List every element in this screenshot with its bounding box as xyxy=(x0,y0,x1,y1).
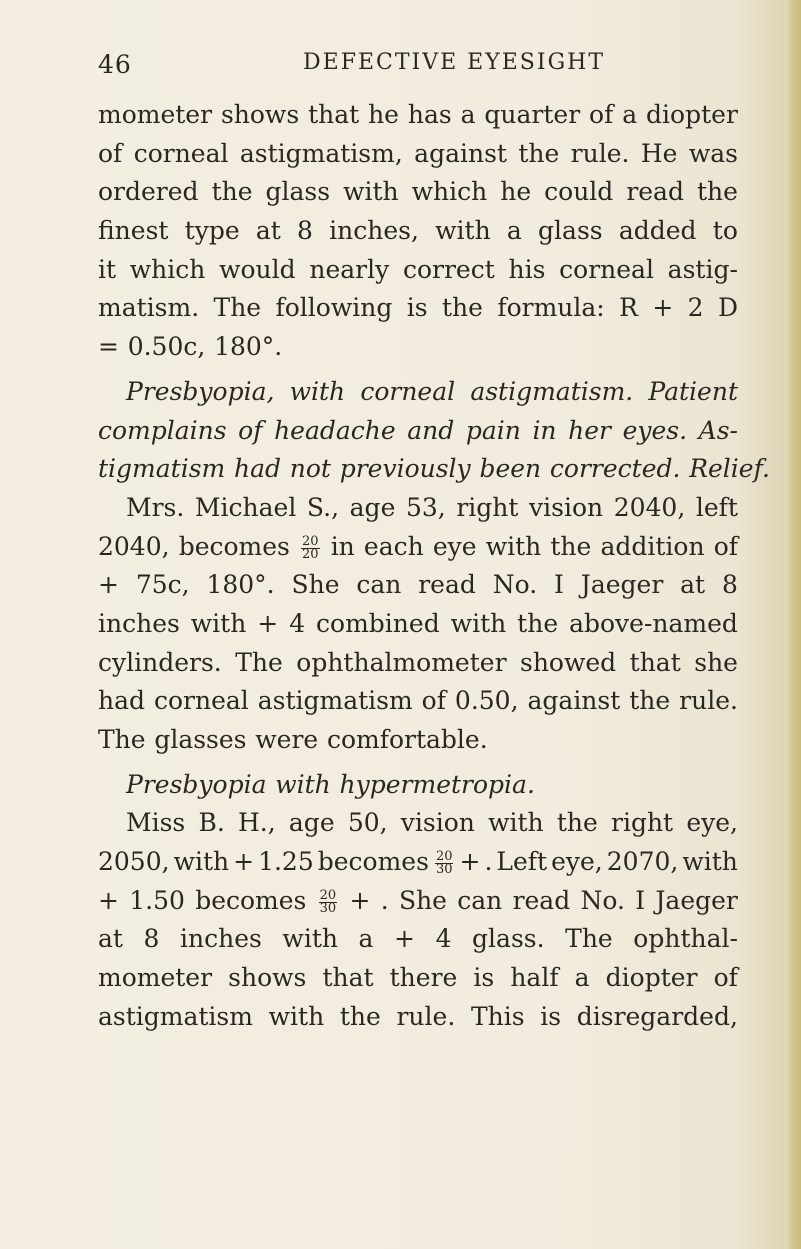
word: he xyxy=(500,177,532,207)
word: The xyxy=(565,924,613,954)
word: No. xyxy=(492,570,538,600)
word: mometer xyxy=(98,963,213,993)
fraction-denominator: 30 xyxy=(435,862,453,878)
word: with xyxy=(268,1001,325,1031)
fraction-word xyxy=(299,528,322,567)
word: not xyxy=(289,454,331,484)
word: H., xyxy=(238,808,276,838)
word: with xyxy=(450,608,507,638)
word: becomes xyxy=(178,531,290,561)
word: mometer xyxy=(98,100,213,129)
word: She xyxy=(291,570,340,600)
word: 0.50c, xyxy=(127,332,206,362)
text-line xyxy=(98,804,738,843)
word: eyes. xyxy=(622,415,688,445)
text-line xyxy=(98,644,738,683)
word: can xyxy=(356,570,402,600)
fraction-word: 2050, xyxy=(98,847,170,877)
word: against xyxy=(527,686,621,716)
word: read xyxy=(418,570,476,600)
word: with xyxy=(488,808,544,838)
running-title: DEFECTIVE EYESIGHT xyxy=(303,50,605,75)
word: The xyxy=(213,293,262,323)
word: rule. xyxy=(396,1001,456,1031)
word: she xyxy=(694,647,738,677)
text-line xyxy=(98,528,738,567)
word: Miss xyxy=(126,808,186,838)
text-line xyxy=(98,173,738,212)
word: 4 xyxy=(435,924,452,954)
text-line xyxy=(98,489,738,528)
word: corneal xyxy=(559,254,654,284)
word: at xyxy=(255,216,281,246)
word: 180°. xyxy=(206,570,275,600)
text-line xyxy=(98,721,738,760)
word: of xyxy=(589,100,614,129)
word: at xyxy=(680,570,706,600)
word: eye, xyxy=(686,808,738,838)
word: astigmatism xyxy=(257,686,413,716)
word: headache xyxy=(274,415,396,445)
word: that xyxy=(322,963,374,993)
word: matism. xyxy=(98,293,200,323)
word: a xyxy=(574,963,590,993)
word: a xyxy=(622,100,638,129)
word: added xyxy=(618,216,697,246)
word: B. xyxy=(198,808,225,838)
word: nearly xyxy=(309,254,390,284)
word: becomes xyxy=(195,885,307,915)
word: vision xyxy=(529,492,604,522)
word: would xyxy=(219,254,296,284)
word: of xyxy=(713,963,738,993)
word: + xyxy=(349,885,371,915)
word: shows xyxy=(220,100,300,129)
word: been xyxy=(479,454,542,484)
fraction-numerator: 20 xyxy=(302,533,319,549)
page-edge xyxy=(785,0,801,1249)
word: glass xyxy=(538,216,603,246)
word: with xyxy=(282,924,338,954)
word: corneal xyxy=(360,376,456,406)
word: with xyxy=(190,608,247,638)
word: ordered xyxy=(98,177,199,207)
word: of xyxy=(238,415,263,445)
word: vision xyxy=(400,808,475,838)
word: it xyxy=(98,254,117,284)
word: I xyxy=(635,885,646,915)
word: there xyxy=(389,963,458,993)
word: the xyxy=(696,177,738,207)
fraction-denominator: 20 xyxy=(302,546,319,562)
word: 4 xyxy=(289,608,306,638)
word: with xyxy=(343,177,399,207)
word: + xyxy=(652,293,674,323)
word: + xyxy=(98,885,119,915)
word: is xyxy=(473,963,495,993)
text-line xyxy=(98,373,738,412)
word: right xyxy=(611,808,674,838)
word: + xyxy=(459,847,481,877)
word: the xyxy=(518,138,560,168)
word: hypermetropia. xyxy=(339,769,535,799)
text-line xyxy=(98,328,738,367)
word: half xyxy=(510,963,559,993)
word: glass xyxy=(265,177,331,207)
word: can xyxy=(457,885,503,915)
text-line xyxy=(98,882,738,921)
word: shows xyxy=(228,963,307,993)
fraction-numerator: 20 xyxy=(435,849,453,865)
word: could xyxy=(544,177,614,207)
word: inches xyxy=(180,924,262,954)
fraction-word: 2070, xyxy=(606,847,679,877)
word: were xyxy=(255,725,319,754)
word: 8 xyxy=(721,570,738,600)
word: has xyxy=(407,100,452,129)
word: inches, xyxy=(329,216,419,246)
word: S., xyxy=(306,492,340,522)
word: of xyxy=(713,531,738,561)
page-header xyxy=(98,50,738,90)
fraction-denominator: 30 xyxy=(319,900,337,916)
word: showed xyxy=(520,647,617,677)
word: Mrs. xyxy=(126,492,185,522)
text-line xyxy=(98,289,738,328)
word: comfortable. xyxy=(326,725,488,754)
text-line xyxy=(98,766,738,805)
word: had xyxy=(233,454,281,484)
word: the xyxy=(517,608,559,638)
word: the xyxy=(629,686,671,716)
word: cylinders. xyxy=(98,647,222,677)
word: The xyxy=(235,647,283,677)
word: Jaeger xyxy=(580,570,664,600)
word: Patient xyxy=(648,376,738,406)
word: tigmatism xyxy=(98,454,226,484)
word: She xyxy=(398,885,447,915)
word: in xyxy=(532,415,557,445)
word: astigmatism, xyxy=(239,138,403,168)
word: correct xyxy=(402,254,495,284)
word: in xyxy=(330,531,355,561)
word: previously xyxy=(339,454,471,484)
word: at xyxy=(98,924,123,954)
word: rule. xyxy=(679,686,738,716)
text-line xyxy=(98,843,738,882)
word: age xyxy=(288,808,335,838)
word: of xyxy=(421,686,446,716)
text-line xyxy=(98,412,738,451)
word: 180°. xyxy=(214,332,283,362)
word: a xyxy=(358,924,374,954)
word: disregarded, xyxy=(576,1001,738,1031)
word: astigmatism. xyxy=(470,376,634,406)
word: read xyxy=(626,177,684,207)
word: As- xyxy=(698,415,738,445)
word: corrected. xyxy=(549,454,681,484)
word: . xyxy=(380,885,389,915)
word: diopter xyxy=(605,963,698,993)
text-line xyxy=(98,920,738,959)
word: inches xyxy=(98,608,180,638)
word: the xyxy=(339,1001,381,1031)
word: his xyxy=(508,254,546,284)
word: the xyxy=(556,808,598,838)
word: I xyxy=(554,570,564,600)
word: with xyxy=(289,376,346,406)
word: combined xyxy=(316,608,440,638)
word: Presbyopia xyxy=(126,769,267,799)
text-line xyxy=(98,212,738,251)
fraction xyxy=(301,533,320,562)
word: ophthalmometer xyxy=(296,647,507,677)
word: is xyxy=(406,293,428,323)
word: 1.50 xyxy=(129,885,185,915)
word: her xyxy=(568,415,611,445)
word: age xyxy=(349,492,396,522)
fraction xyxy=(435,851,454,876)
word: 0.50, xyxy=(454,686,519,716)
fraction-word xyxy=(317,882,340,921)
text-line xyxy=(98,450,770,489)
word: glasses xyxy=(154,725,247,754)
fraction-word: 2040, xyxy=(613,492,686,522)
fraction-word xyxy=(433,843,456,882)
word: and xyxy=(407,415,455,445)
word: 53, xyxy=(405,492,446,522)
text-line xyxy=(98,998,738,1037)
body-text xyxy=(98,96,770,1037)
word: with xyxy=(682,847,738,877)
word: Left xyxy=(496,847,548,877)
word: with xyxy=(435,216,491,246)
word: of xyxy=(98,138,123,168)
text-line xyxy=(98,96,738,135)
word: to xyxy=(712,216,738,246)
word: Presbyopia, xyxy=(126,376,275,406)
word: + xyxy=(233,847,255,877)
word: Michael xyxy=(194,492,297,522)
word: + xyxy=(98,570,119,600)
word: rule. xyxy=(570,138,630,168)
word: No. xyxy=(580,885,625,915)
word: ophthal- xyxy=(633,924,738,954)
word: was xyxy=(688,138,738,168)
word: left xyxy=(695,492,738,522)
word: + xyxy=(257,608,279,638)
word: right xyxy=(456,492,519,522)
word: is xyxy=(540,1001,562,1031)
word: Relief. xyxy=(689,454,770,484)
word: that xyxy=(629,647,681,677)
word: finest xyxy=(98,216,169,246)
word: diopter xyxy=(646,100,738,129)
fraction xyxy=(319,887,338,916)
word: formula: xyxy=(497,293,605,323)
word: The xyxy=(98,725,146,754)
word: pain xyxy=(465,415,521,445)
word: becomes xyxy=(317,847,429,877)
word: against xyxy=(414,138,507,168)
word: complains xyxy=(98,415,227,445)
word: corneal xyxy=(133,138,229,168)
word: This xyxy=(470,1001,525,1031)
word: 2 xyxy=(687,293,704,323)
fraction-numerator: 20 xyxy=(319,887,337,903)
text-line xyxy=(98,135,738,174)
text-line xyxy=(98,566,738,605)
word: = xyxy=(98,332,119,362)
text-line xyxy=(98,605,738,644)
word: 8 xyxy=(297,216,313,246)
word: with xyxy=(173,847,230,877)
word: each xyxy=(363,531,424,561)
text-line xyxy=(98,959,738,998)
word: with xyxy=(275,769,331,799)
word: that xyxy=(308,100,360,129)
word: addition xyxy=(600,531,705,561)
word: the xyxy=(441,293,483,323)
word: he xyxy=(368,100,399,129)
word: quarter xyxy=(484,100,581,129)
word: above-named xyxy=(569,608,738,638)
word: D xyxy=(717,293,738,323)
word: 75c, xyxy=(135,570,190,600)
word: Jaeger xyxy=(655,885,738,915)
page-number: 46 xyxy=(98,50,132,79)
word: 8 xyxy=(143,924,160,954)
fraction-word: 2040, xyxy=(98,531,170,561)
word: the xyxy=(211,177,253,207)
word: the xyxy=(550,531,592,561)
text-line xyxy=(98,251,738,290)
word: with xyxy=(485,531,542,561)
word: which xyxy=(411,177,488,207)
word: eye, xyxy=(551,847,603,877)
word: corneal xyxy=(153,686,249,716)
word: + xyxy=(394,924,415,954)
word: 1.25 xyxy=(258,847,314,877)
word: had xyxy=(98,686,146,716)
word: R xyxy=(619,293,638,323)
text-line xyxy=(98,682,738,721)
word: He xyxy=(640,138,678,168)
word: glass. xyxy=(472,924,545,954)
word: astig- xyxy=(667,254,738,284)
word: which xyxy=(129,254,206,284)
word: following xyxy=(275,293,393,323)
word: . xyxy=(484,847,493,877)
word: 50, xyxy=(347,808,388,838)
word: a xyxy=(506,216,522,246)
word: read xyxy=(512,885,571,915)
word: eye xyxy=(432,531,477,561)
word: a xyxy=(460,100,476,129)
word: astigmatism xyxy=(98,1001,253,1031)
word: type xyxy=(184,216,240,246)
